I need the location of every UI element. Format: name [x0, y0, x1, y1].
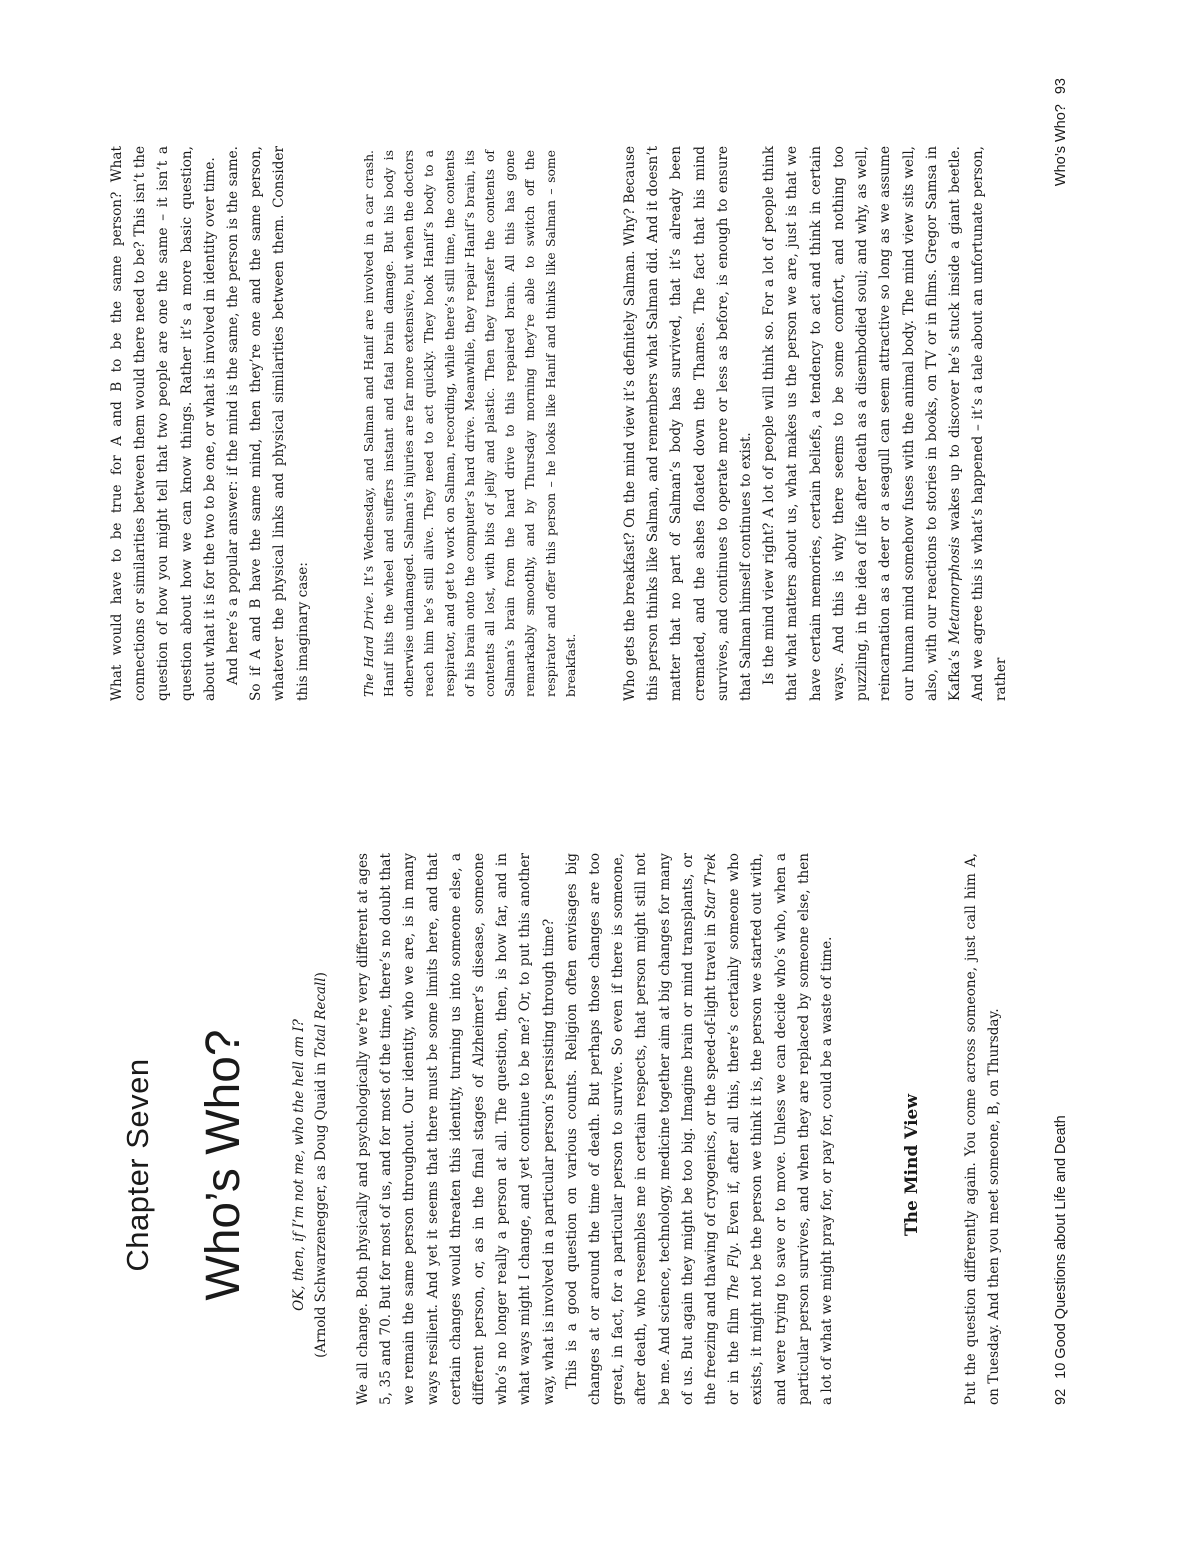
- case-title: The Hard Drive.: [360, 591, 376, 697]
- epigraph: [288, 837, 332, 1493]
- paragraph-mind-view: [758, 146, 1013, 701]
- running-foot-book-title: 10 Good Questions about Life and Death: [1053, 1115, 1069, 1379]
- epigraph-quote: OK, then, if I’m not me, who the hell am I?: [291, 1019, 307, 1311]
- section-heading: The Mind View: [902, 1094, 922, 1236]
- title-the-fly: The Fly: [726, 1246, 743, 1301]
- paragraph-2: [561, 853, 839, 1405]
- left-footer: [1053, 1115, 1069, 1405]
- right-footer: [1053, 78, 1069, 186]
- attribution-film: Total Recall: [313, 977, 329, 1058]
- left-page: [0, 777, 1200, 1553]
- imaginary-case-block: [359, 146, 581, 701]
- section-body: [960, 853, 1006, 1405]
- paragraph-1: We all change. Both physically and psychologically we’re very different at ages 5, 35 and 70. But for most of us, and for most of the time, there’s no doubt that we remain the same person throughout. Our identity, who we are, is in many ways resilient. And yet it seems that there must be some limits here, and that certain changes would threaten this identity, turning us into someone else, a different person, or, as in the final stages of Alzheimer’s disease, someone who’s no longer really a person at all. The question, then, is how far, and in what ways might I change, and yet continue to be me? Or, to put this another way, what is involved in a particular person’s persisting through time?: [355, 853, 557, 1405]
- page-number-left: 92: [1053, 1388, 1069, 1405]
- paragraph-2-text-a: This is a good question on various counts. Religion often envisages big changes at or around the time of death. But perhaps those changes are too great, in fact, for a particular person to survive. So even if there is someone, after death, who resembles me in certain respects, that person might still not be me. And science, technology, medicine together aim at big changes for many of us. But again they might be too big. Imagine brain or mind transplants, or the freezing and thawing of cryogenics, or the speed-of-light travel in: [563, 853, 720, 1405]
- paragraph-2-text-c: . Even if, after all this, there’s certainly someone who exists, it might not be the person we think it is, the person we started out with, and were trying to save or to move. Unless we can decide who’s who, when a particular person survives, and when they are replaced by someone else, then a lot of what we might pray for, or pay for, could be a waste of time.: [726, 853, 836, 1405]
- page-number-right: 93: [1053, 78, 1069, 95]
- paragraph-popular-answer: And here’s a popular answer: if the mind is the same, the person is the same. So if A and B have the same mind, then they’re one and the same person, whatever the physical links and physical similarities between them. Consider this imaginary case:: [225, 146, 311, 701]
- right-page-body: [106, 146, 1014, 701]
- chapter-title: Who’s Who?: [197, 1029, 250, 1301]
- paragraph-2-text-b: or in the film: [726, 1300, 743, 1405]
- chapter-label: Chapter Seven: [120, 1058, 155, 1272]
- attribution-close: ): [313, 972, 329, 978]
- epigraph-attribution: [310, 837, 332, 1493]
- section-paragraph-1: Put the question differently again. You come across someone, just call him A, on Tuesday. And then you meet someone, B, on Thursday.: [963, 853, 1003, 1405]
- paragraph-continued: What would have to be true for A and B to be the same person? What connections or similarities between them would there need to be? This isn’t the question of how you might tell that two people are one the same – it isn’t a question about how we can know things. Rather it’s a more basic question, about what it is for the two to be one, or what is involved in identity over time.: [109, 146, 218, 701]
- chapter-body: [352, 853, 839, 1405]
- paragraph-mind-view-text-a: Is the mind view right? A lot of people will think so. For a lot of people think that what matters about us, what makes us the person we are, just is that we have certain memories, certain beliefs, a tendency to act and think in certain ways. And this is why there seems to be some comfort, and nothing too puzzling, in the idea of life after death as a disembodied soul; and why, as well, reincarnation as a deer or a seagull can seem attractive so long as we assume our human mind somehow fuses with the animal body. The mind view sits well, also, with our reactions to stories in books, on TV or in films. Gregor Samsa in Kafka’s: [761, 146, 963, 701]
- title-star-trek: Star Trek: [703, 853, 720, 919]
- title-metamorphosis: Metamorphosis: [946, 536, 963, 644]
- case-text: It’s Wednesday, and Salman and Hanif are involved in a car crash. Hanif hits the wheel and suffers instant and fatal brain damage. But his body is otherwise undamaged. Salman’s injuries are far more extensive, but when the doctors reach him he’s still alive. They need to act quickly. They hook Hanif’s body to a respirator, and get to work on Salman, recording, while there’s still time, the contents of his brain onto the computer’s hard drive. Meanwhile, they repair Hanif’s brain, its contents all lost, with bits of jelly and plastic. Then they transfer the contents of Salman’s brain from the hard drive to this repaired brain. All this has gone remarkably smoothly, and by Thursday morning they’re able to switch off the respirator and offer this person – he looks like Hanif and thinks like Salman – some breakfast.: [360, 150, 578, 697]
- paragraph-breakfast: Who gets the breakfast? On the mind view it’s definitely Salman. Why? Because this person thinks like Salman, and remembers what Salman did. And it doesn’t matter that no part of Salman’s body has survived, that it’s already been cremated, and the ashes floated down the Thames. The fact that his mind survives, and continues to operate more or less as before, is enough to ensure that Salman himself continues to exist.: [622, 146, 755, 701]
- paragraph-mind-view-text-b: wakes up to discover he’s stuck inside a giant beetle. And we agree this is what’s happened – it’s a tale about an unfortunate person, rather: [946, 146, 1010, 701]
- attribution-text: (Arnold Schwarzenegger, as Doug Quaid in: [313, 1057, 329, 1358]
- running-head-chapter: Who’s Who?: [1053, 104, 1069, 187]
